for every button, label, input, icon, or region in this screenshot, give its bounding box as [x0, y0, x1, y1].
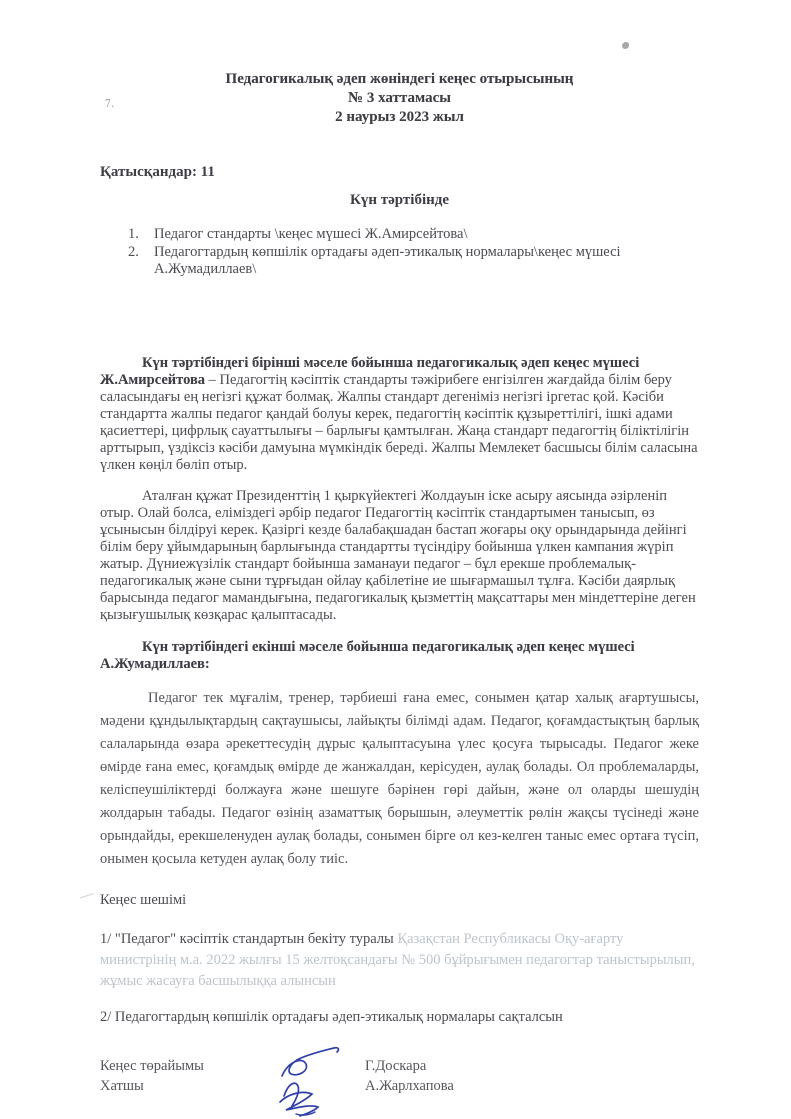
agenda-item-2-text: Педагогтардың көпшілік ортадағы әдеп-этикалық нормалары\кеңес мүшесі А.Жумадиллаев\: [154, 243, 621, 277]
participants-count: Қатысқандар: 11: [100, 164, 215, 180]
agenda-item-1-number: 1.: [128, 226, 139, 242]
title-line-1: Педагогикалық әдеп жөніндегі кеңес отырысының: [225, 71, 574, 87]
margin-pencil-mark: [80, 882, 94, 898]
handwritten-signatures-icon: [268, 1044, 368, 1119]
signature-block: [100, 1056, 699, 1116]
chairperson-label: Кеңес төрайымы: [100, 1058, 204, 1074]
section1-paragraph-2: Аталған құжат Президенттің 1 қыркүйектегі Жолдауын іске асыру аясында әзірленіп отыр. Олай болса, еліміздегі әрбір педагог Педагогтің кәсіптік стандартымен танысып, өз ұсынысын білдіруі керек. Қазіргі кезде балабақшадан бастап жоғары оқу орындарында дейінгі білім беру ұйымдарының барлығында стандартты түсіндіру бойынша үлкен кампания жүріп жатыр. Дүниежүзілік стандарт бойынша заманауи педагог – бұл ерекше проблемалық-педагогикалық және сыни тұрғыдан ойлау қабілетіне ие шығармашыл тұлға. Кәсіби даярлық барысында педагог мамандығына, педагогикалық қызметтің мақсаттары мен міндеттеріне деген қызығушылық көзқарас қалыптасады.: [100, 488, 696, 623]
document-title: [100, 70, 699, 127]
title-line-3: 2 наурыз 2023 жыл: [335, 109, 464, 125]
signature-labels: [100, 1056, 250, 1096]
decision-item-1: [100, 929, 699, 992]
chairperson-name: Г.Доскара: [365, 1058, 427, 1074]
agenda-item-2-number: 2.: [128, 243, 139, 260]
decision-heading: Кеңес шешімі: [100, 892, 187, 908]
section1-speech-text: – Педагогтің кәсіптік стандарты тәжірибеге енгізілген жағдайда білім беру саласындағы ең негізгі құжат болмақ. Жалпы стандарт дегеніміз негізгі іргетас қой. Кәсіби стандартта жалпы педагог қандай болуы керек, педагогтің кәсіптік құзыреттілігі, ішкі адами қасиеттері, цифрлық сауаттылығы – барлығы қамтылған. Жаңа стандарт педагогтің біліктілігін арттырып, үздіксіз кәсіби дамуына мүмкіндік береді. Жалпы Мемлекет басшысы білім саласына үлкен көңіл бөліп отыр.: [100, 371, 698, 473]
section2-heading: Күн тәртібіндегі екінші мәселе бойынша педагогикалық әдеп кеңес мүшесі А.Жумадиллаев:: [100, 638, 635, 672]
title-line-2: № 3 хаттамасы: [348, 90, 451, 106]
decision-item-2: 2/ Педагогтардың көпшілік ортадағы әдеп-этикалық нормалары сақталсын: [100, 1009, 563, 1025]
signatures-ink: [250, 1056, 365, 1116]
agenda-heading: Күн тәртібінде: [349, 192, 450, 208]
signature-names: [365, 1056, 454, 1096]
section1-paragraph-1: [100, 355, 699, 474]
agenda-list: [100, 226, 699, 279]
secretary-label: Хатшы: [100, 1078, 144, 1094]
decision-item-1-faded: Қазақстан Республикасы Оқу-ағарту министрінің м.а. 2022 жылғы 15 желтоқсандағы № 500 бұйрығымен педагогтар таныстырылып, жұмыс жасауға басшылыққа алынсын: [100, 931, 695, 989]
section2-body: Педагог тек мұғалім, тренер, тәрбиеші ғана емес, сонымен қатар халық ағартушысы, мәдени құндылықтардың сақтаушысы, лайықты білімді адам. Педагог, қоғамдастықтың барлық салаларында өзара әрекеттесудің дұрыс қалыптасуына үлес қосуға тырысады. Педагог жеке өмірде ғана емес, қоғамдық өмірде де жанжалдан, керісуден, аулақ болады. Ол проблемаларды, келіспеушіліктерді болжауға және шешуге бәрінен гөрі дайын, және ол оларды шешудің жолдарын табады. Педагог өзінің азаматтық борышын, әлеуметтік рөлін жақсы түсінеді және орындайды, ерекшеленуден аулақ болады, сонымен бірге ол кез-келген таныс емес ортаға түсіп, онымен қосыла кетуден аулақ болу тиіс.: [100, 690, 699, 867]
scan-artifact-mark: 7.: [104, 95, 115, 111]
agenda-item-1-text: Педагог стандарты \кеңес мүшесі Ж.Амирсейтова\: [154, 226, 468, 242]
section1-speaker-lead: Күн тәртібіндегі бірінші мәселе бойынша педагогикалық әдеп кеңес мүшесі Ж.Амирсейтова: [100, 354, 640, 388]
decision-item-1-dark: 1/ "Педагог" кәсіптік стандартын бекіту туралы: [100, 931, 398, 947]
secretary-name: А.Жарлхапова: [365, 1078, 454, 1094]
agenda-item-2: [128, 244, 699, 279]
agenda-item-1: [128, 226, 699, 244]
ink-speck: [622, 42, 629, 49]
